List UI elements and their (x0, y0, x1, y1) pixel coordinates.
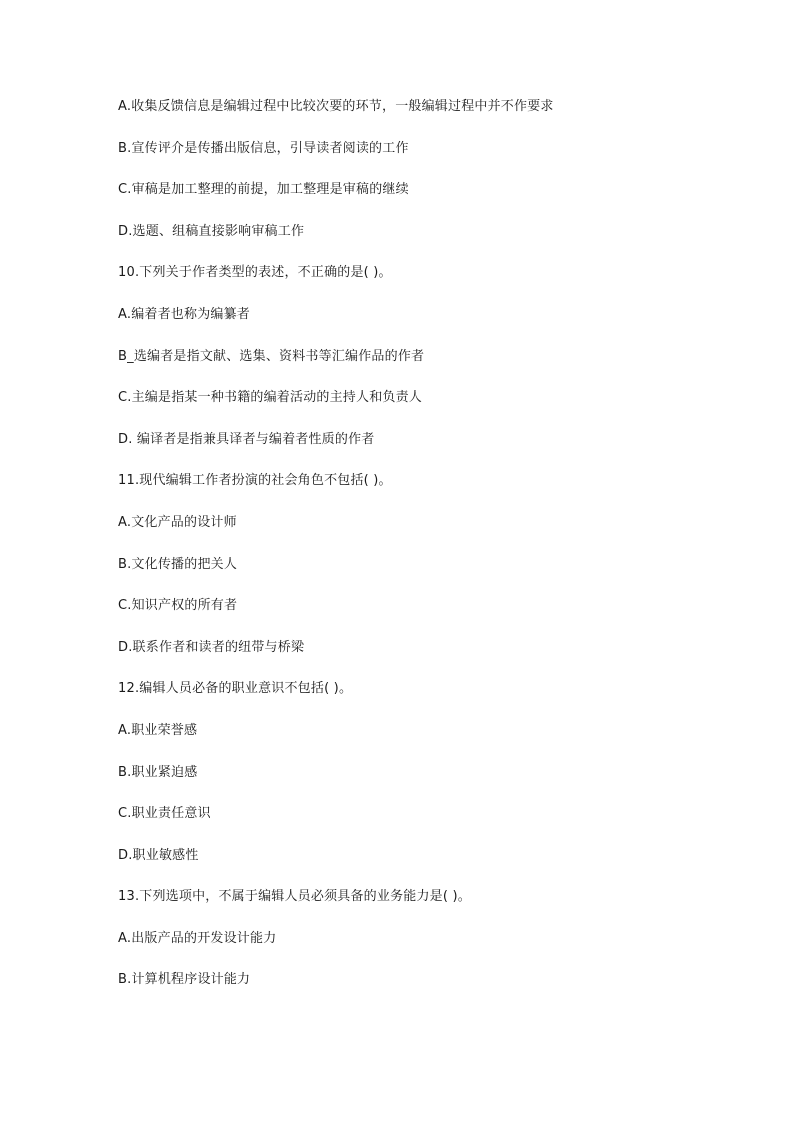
option-d-q10: D. 编译者是指兼具译者与编着者性质的作者 (118, 431, 375, 447)
option-c-q9: C.审稿是加工整理的前提，加工整理是审稿的继续 (118, 182, 409, 198)
option-b-q10: B_选编者是指文献、选集、资料书等汇编作品的作者 (118, 348, 425, 364)
option-c-q12: C.职业责任意识 (118, 806, 211, 822)
option-d-q12: D.职业敏感性 (118, 847, 199, 863)
option-b-q13: B.计算机程序设计能力 (118, 972, 251, 988)
option-d-q9: D.选题、组稿直接影响审稿工作 (118, 223, 305, 239)
option-c-q10: C.主编是指某一种书籍的编着活动的主持人和负责人 (118, 390, 423, 406)
question-13: 13.下列选项中，不属于编辑人员必须具备的业务能力是( )。 (118, 889, 471, 905)
option-b-q11: B.文化传播的把关人 (118, 556, 238, 572)
option-a-q11: A.文化产品的设计师 (118, 514, 237, 530)
question-10: 10.下列关于作者类型的表述，不正确的是( )。 (118, 265, 392, 281)
option-d-q11: D.联系作者和读者的纽带与桥梁 (118, 639, 305, 655)
option-b-q9: B.宣传评介是传播出版信息，引导读者阅读的工作 (118, 140, 409, 156)
option-a-q13: A.出版产品的开发设计能力 (118, 930, 277, 946)
document-page (118, 96, 738, 1011)
option-a-q12: A.职业荣誉感 (118, 722, 198, 738)
question-11: 11.现代编辑工作者扮演的社会角色不包括( )。 (118, 473, 392, 489)
option-b-q12: B.职业紧迫感 (118, 764, 198, 780)
option-a-q10: A.编着者也称为编纂者 (118, 306, 250, 322)
question-12: 12.编辑人员必备的职业意识不包括( )。 (118, 681, 353, 697)
option-a-q9: A.收集反馈信息是编辑过程中比较次要的环节，一般编辑过程中并不作要求 (118, 99, 554, 114)
option-c-q11: C.知识产权的所有者 (118, 598, 238, 614)
